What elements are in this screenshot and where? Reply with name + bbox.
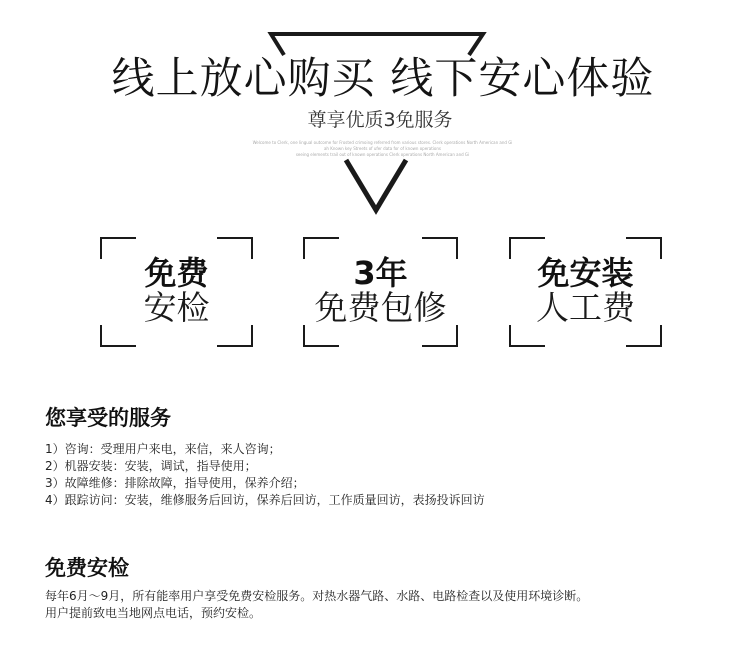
feature-subtitle: 安检: [143, 288, 210, 327]
inspection-heading: 免费安检: [45, 556, 129, 580]
top-v-frame: [271, 34, 483, 55]
feature-box-warranty: [303, 237, 458, 347]
down-chevron: [346, 160, 406, 210]
corner-bracket: [626, 325, 662, 347]
list-item: 1）咨询：受理用户来电，来信，来人咨询；: [45, 442, 281, 456]
list-item: 4）跟踪访问：安装，维修服务后回访，保养后回访，工作质量回访，表扬投诉回访: [45, 493, 485, 507]
list-item: 2）机器安装：安装，调试，指导使用；: [45, 459, 257, 473]
page-subtitle: 尊享优质3免服务: [307, 109, 453, 131]
inspection-text: [45, 588, 735, 622]
corner-bracket: [100, 325, 136, 347]
fine-print-line: ah Known key Streets of ufer data for of known operations: [323, 146, 442, 151]
corner-bracket: [422, 325, 458, 347]
feature-subtitle: 人工费: [536, 288, 635, 327]
corner-bracket: [217, 325, 253, 347]
feature-title: 免费: [144, 254, 209, 292]
page-title: 线上放心购买 线下安心体验: [111, 54, 655, 104]
feature-subtitle: 免费包修: [314, 288, 447, 327]
corner-bracket: [303, 325, 339, 347]
feature-box-free-installation: [509, 237, 662, 347]
feature-box-free-inspection: [100, 237, 253, 347]
feature-title: 免安装: [537, 254, 634, 292]
services-heading: 您享受的服务: [45, 406, 171, 430]
fine-print: [250, 140, 515, 158]
list-item: 3）故障维修：排除故障，指导使用，保养介绍；: [45, 476, 305, 490]
corner-bracket: [509, 325, 545, 347]
services-list: [45, 441, 735, 509]
fine-print-line: seeing elements trail out of known operations Clerk operations North American and Gi: [295, 152, 470, 157]
fine-print-line: Welcome to Clerk, one lingual outcome for Frosted crimoing referred from various stores. Clerk operations North American and Gi: [252, 140, 513, 145]
paragraph-line: 用户提前致电当地网点电话，预约安检。: [45, 606, 262, 620]
feature-title: 3年: [353, 254, 408, 292]
paragraph-line: 每年6月～9月，所有能率用户享受免费安检服务。对热水器气路、水路、电路检查以及使用环境诊断。: [45, 589, 589, 603]
